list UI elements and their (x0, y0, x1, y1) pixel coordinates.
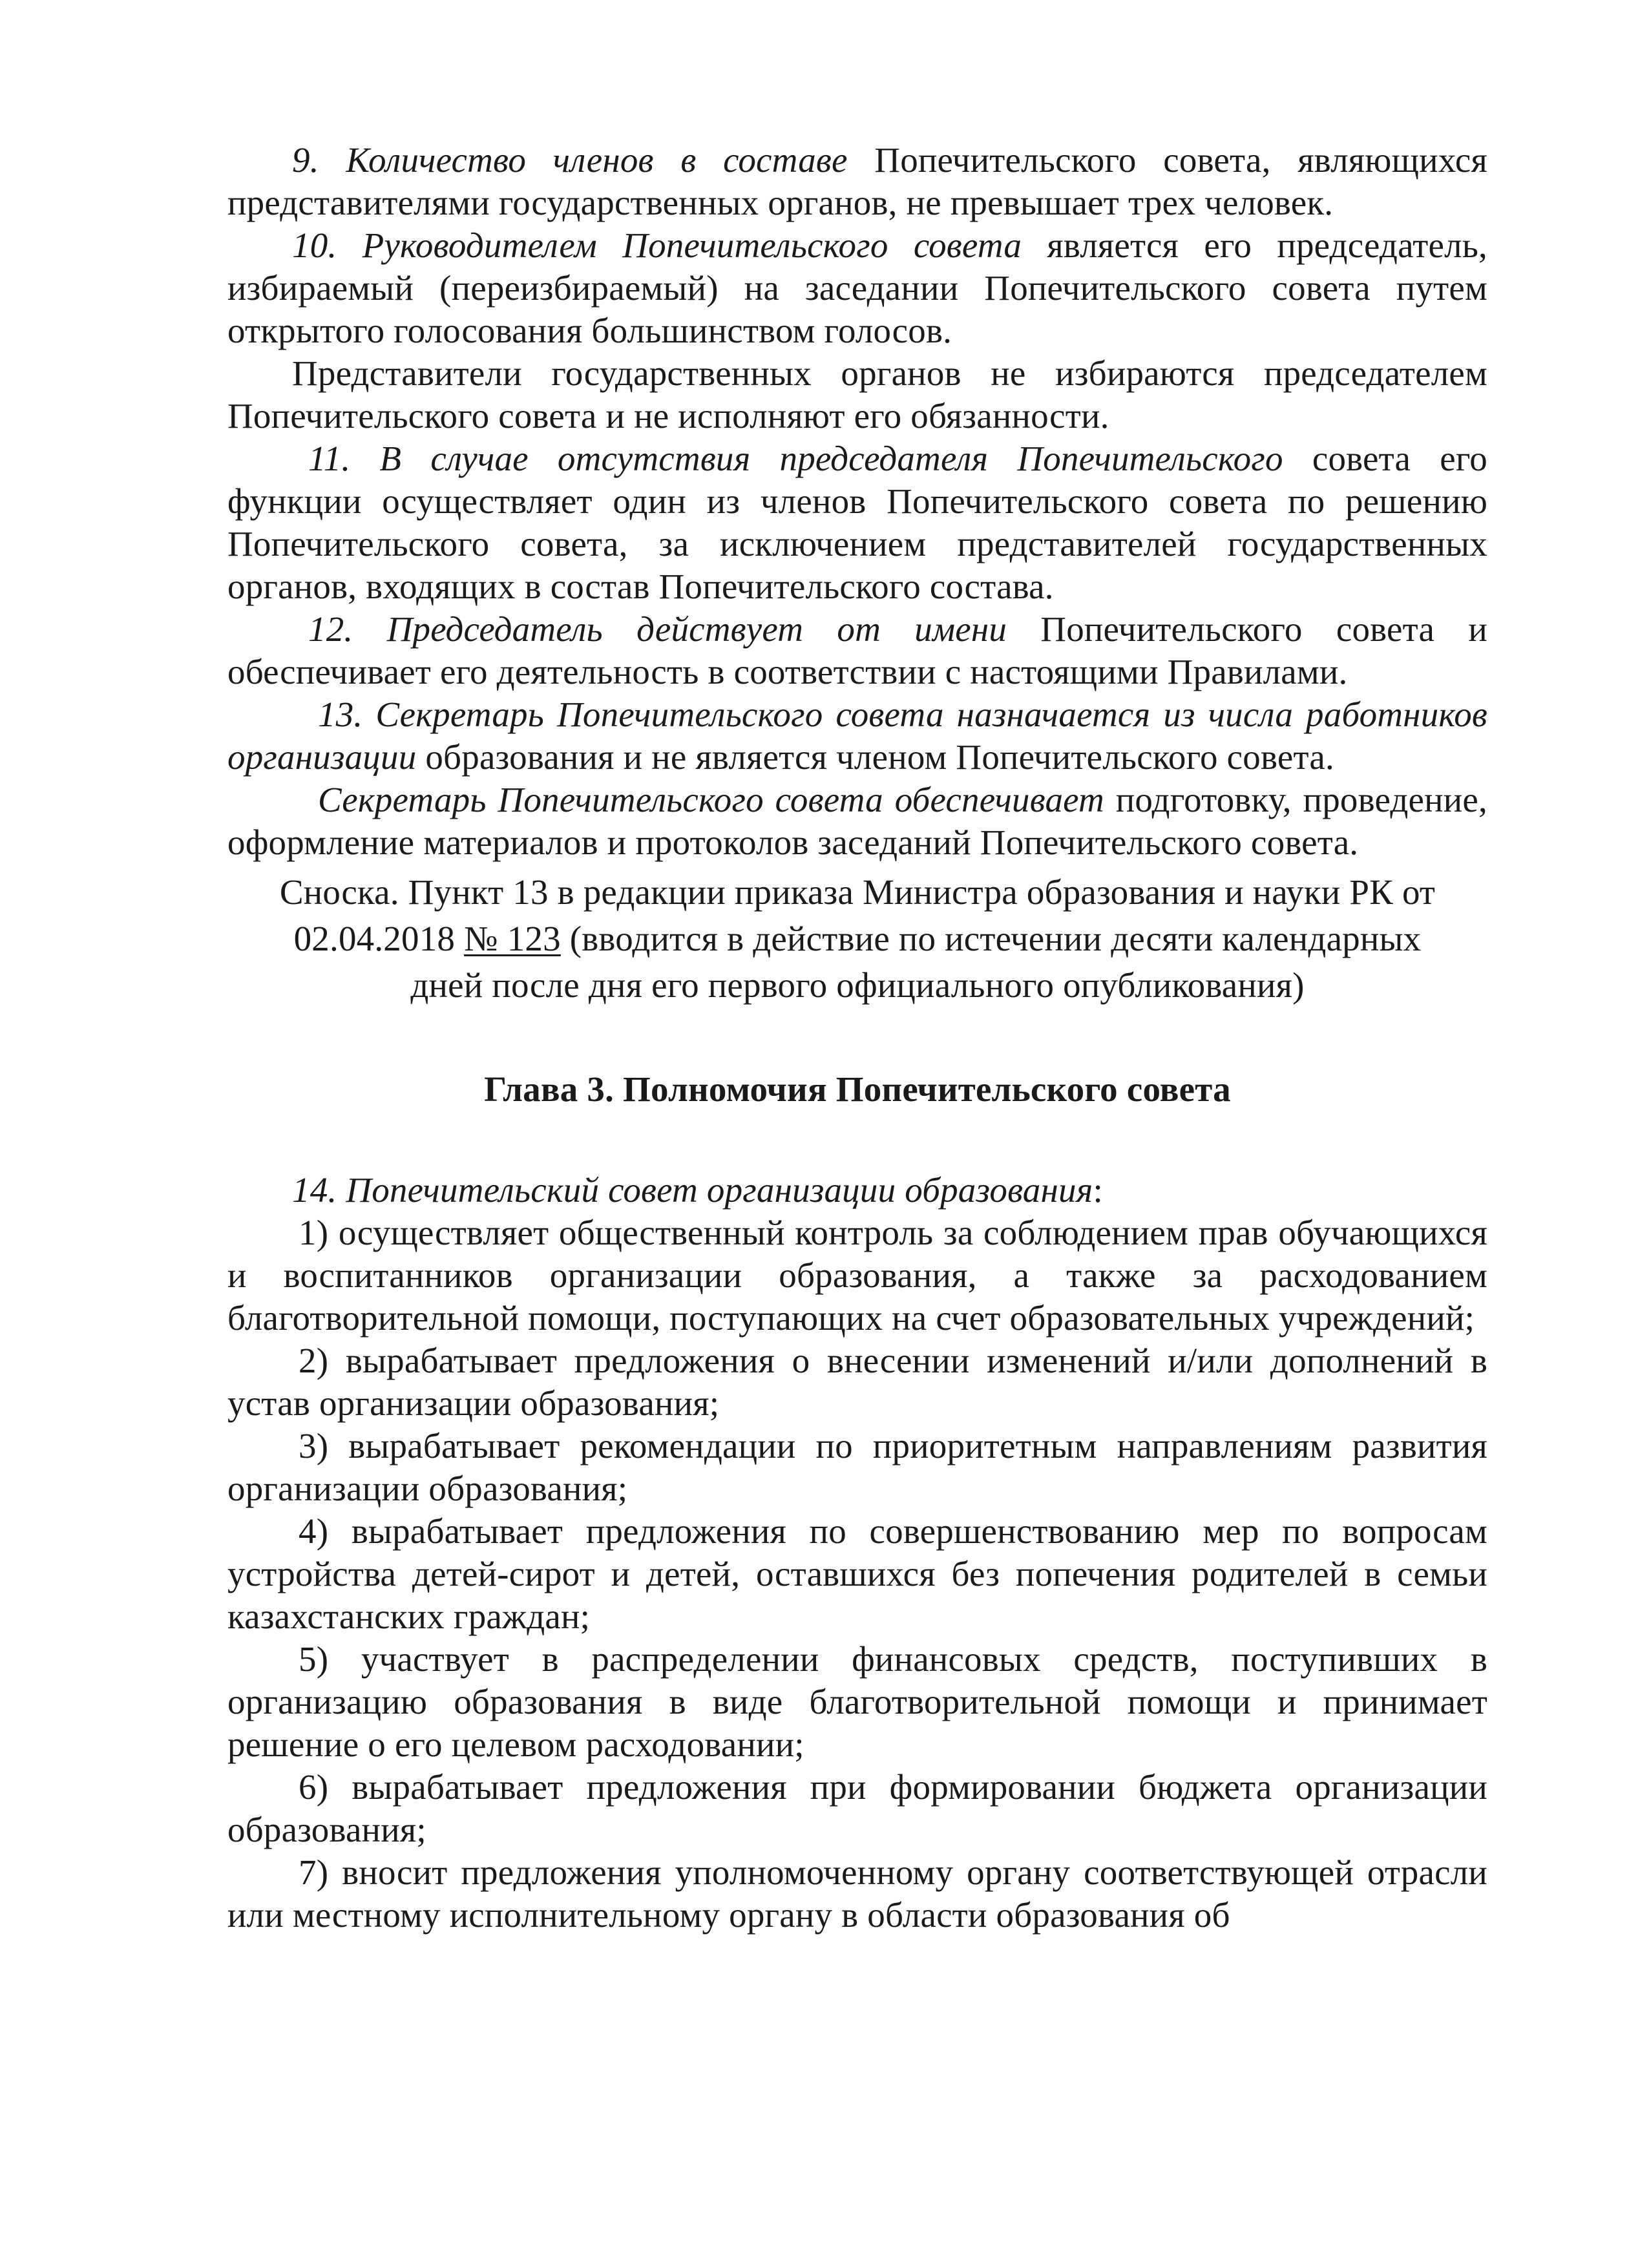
footnote (227, 869, 1487, 1009)
paragraph-9 (227, 139, 1487, 224)
paragraph-13-continued-text: подготовку, проведение, оформление материалов и протоколов заседаний Попечительского совета. (227, 780, 1487, 862)
order-link[interactable]: № 123 (464, 919, 561, 958)
document-page (227, 139, 1487, 1937)
paragraph-13-text: образования и не является членом Попечительского совета. (416, 737, 1334, 777)
footnote-line-2 (227, 916, 1487, 962)
paragraph-13-continued-lead: Секретарь Попечительского совета обеспечивает (318, 780, 1104, 819)
paragraph-12-lead: 12. Председатель действует от имени (308, 609, 1007, 649)
paragraph-10-continued: Представители государственных органов не избираются председателем Попечительского совета и не исполняют его обязанности. (227, 353, 1487, 436)
paragraph-10-lead: 10. Руководителем Попечительского совета (292, 226, 1022, 265)
paragraph-14 (227, 1169, 1487, 1212)
paragraph-13-lead: 13. Секретарь Попечительского совета назначается из числа работников организации (227, 695, 1487, 777)
list-item-4: 4) вырабатывает предложения по совершенствованию мер по вопросам устройства детей-сирот и детей, оставшихся без попечения родителей в семьи казахстанских граждан; (227, 1511, 1487, 1636)
footnote-line-3: дней после дня его первого официального опубликования) (410, 965, 1305, 1005)
paragraph-14-colon: : (1093, 1170, 1103, 1210)
list-item-7: 7) вносит предложения уполномоченному органу соответствующей отрасли или местному исполнительному органу в области образования об (227, 1853, 1487, 1935)
paragraph-12 (227, 608, 1487, 693)
chapter-heading: Глава 3. Полномочия Попечительского совета (484, 1069, 1231, 1109)
paragraph-11 (227, 437, 1487, 608)
paragraph-10 (227, 224, 1487, 352)
list-item-2: 2) вырабатывает предложения о внесении изменений и/или дополнений в устав организации образования; (227, 1341, 1487, 1423)
paragraph-9-text: Попечительского совета, являющихся представителями государственных органов, не превышает трех человек. (227, 140, 1487, 222)
footnote-line-1: Сноска. Пункт 13 в редакции приказа Министра образования и науки РК от (279, 872, 1436, 912)
paragraph-12-text: Попечительского совета и обеспечивает его деятельность в соответствии с настоящими Правилами. (227, 609, 1487, 691)
list-item-6: 6) вырабатывает предложения при формировании бюджета организации образования; (227, 1767, 1487, 1849)
paragraph-13-continued (227, 779, 1487, 864)
paragraph-13 (227, 693, 1487, 779)
list-item-3: 3) вырабатывает рекомендации по приоритетным направлениям развития организации образования; (227, 1426, 1487, 1508)
footnote-date: 02.04.2018 (293, 919, 465, 958)
paragraph-9-lead: 9. Количество членов в составе (292, 140, 848, 180)
list-item-5: 5) участвует в распределении финансовых средств, поступивших в организацию образования в виде благотворительной помощи и принимает решение о его целевом расходовании; (227, 1639, 1487, 1764)
paragraph-11-lead: 11. В случае отсутствия председателя Попечительского (308, 439, 1283, 478)
footnote-line-2-text: (вводится в действие по истечении десяти календарных (560, 919, 1422, 958)
paragraph-11-text: совета его функции осуществляет один из членов Попечительского совета по решению Попечительского совета, за исключением представителей государственных органов, входящих в состав Попечительского состава. (227, 439, 1487, 606)
paragraph-10-text: является его председатель, избираемый (переизбираемый) на заседании Попечительского совета путем открытого голосования большинством голосов. (227, 226, 1487, 350)
paragraph-14-lead: 14. Попечительский совет организации образования (292, 1170, 1093, 1210)
list-item-1: 1) осуществляет общественный контроль за соблюдением прав обучающихся и воспитанников организации образования, а также за расходованием благотворительной помощи, поступающих на счет образовательных учреждений; (227, 1213, 1487, 1338)
